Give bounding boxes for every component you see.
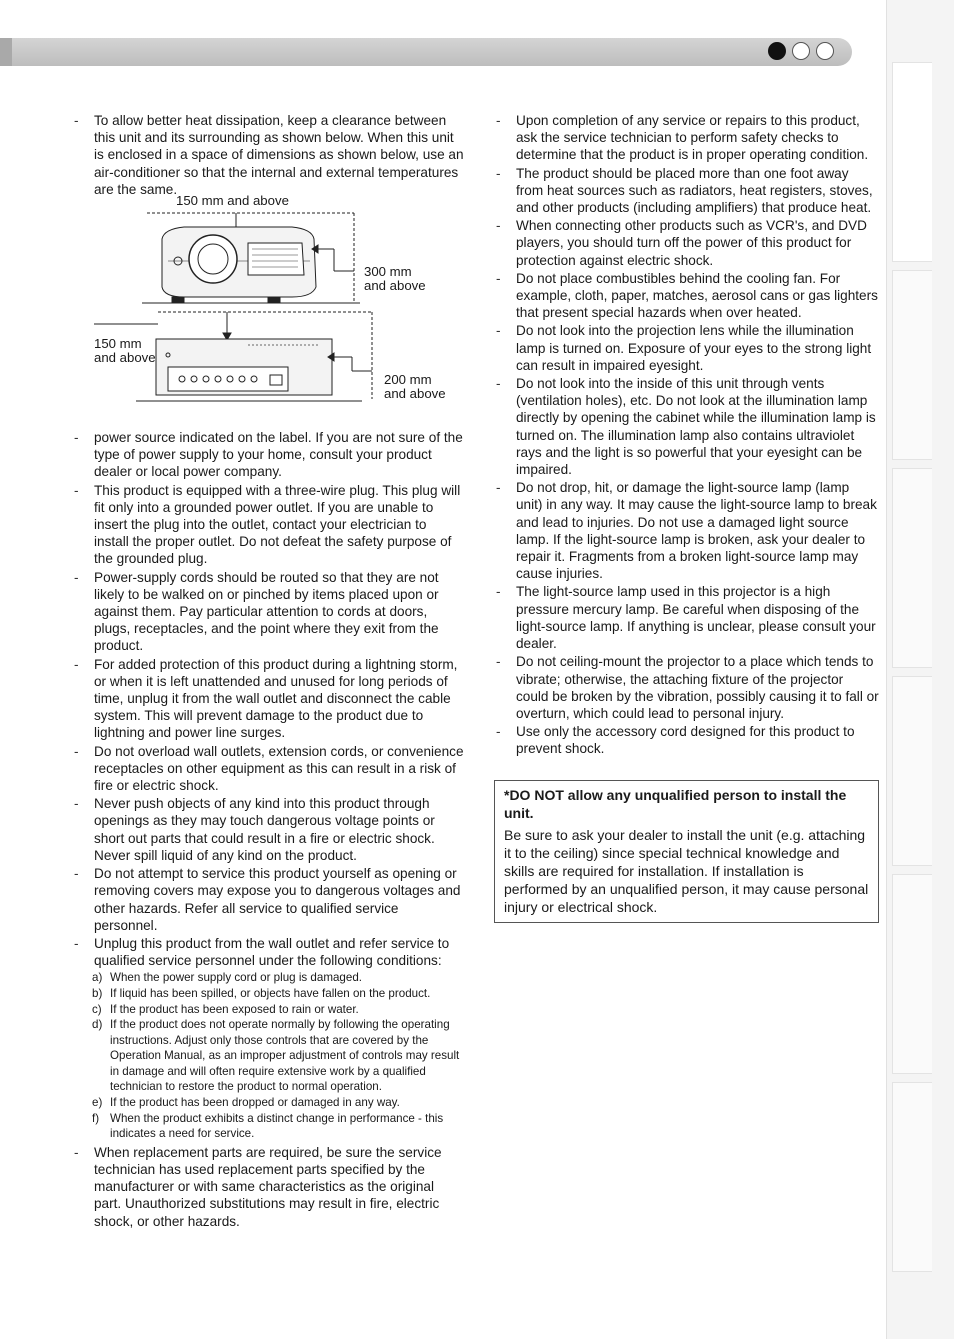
- bullet-dash: -: [496, 165, 501, 181]
- list-item-text: Do not ceiling-mount the projector to a place which tends to vibrate; otherwise, the attaching fixture of the projector could be broken by the vibration, possibly causing it to fall or overturn, which could lead to personal injury.: [516, 654, 879, 721]
- side-index-tab: [892, 1082, 932, 1272]
- list-item-text: This product is equipped with a three-wire plug. This plug will fit only into a grounded power outlet. If you are unable to insert the plug into the outlet, contact your electrician to install the proper outlet. Do not defeat the safety purpose of the grounded plug.: [94, 482, 461, 567]
- list-item: [72, 743, 464, 795]
- condition-letter: a): [92, 971, 103, 985]
- list-item-text: Power-supply cords should be routed so that they are not likely to be walked on or pinched by items placed upon or against them. Pay particular attention to cords at doors, plugs, receptacles, and the point where they exit from the product.: [94, 569, 439, 654]
- bullet-dash: -: [74, 935, 79, 951]
- list-item: [72, 656, 464, 742]
- side-index-tab: [892, 62, 932, 262]
- condition-item: [72, 986, 464, 1002]
- bullet-dash: -: [74, 656, 79, 672]
- condition-text: If the product does not operate normally by following the operating instructions. Adjust only those controls that are covered by the Operation Manual, as an improper adjustment of controls may result in damage and will often require extensive work by a qualified technician to restore the product to normal operation.: [110, 1018, 460, 1094]
- list-item: [72, 865, 464, 934]
- list-item-text: Use only the accessory cord designed for this product to prevent shock.: [516, 724, 855, 757]
- list-item: [72, 1144, 464, 1230]
- list-item: [72, 569, 464, 655]
- list-item-text: The product should be placed more than one foot away from heat sources such as radiators, heat registers, stoves, and other products (including amplifiers) that produce heat.: [516, 165, 873, 216]
- condition-text: If liquid has been spilled, or objects have fallen on the product.: [110, 986, 431, 1000]
- bullet-dash: -: [74, 569, 79, 585]
- list-item-text: For added protection of this product during a lightning storm, or when it is left unattended and unused for long periods of time, unplug it from the wall outlet and disconnect the cable system. This will prevent damage to the product due to lightning and power line surges.: [94, 656, 458, 741]
- side-index-tab: [892, 874, 932, 1074]
- condition-text: If the product has been exposed to rain or water.: [110, 1002, 359, 1016]
- list-item-text: To allow better heat dissipation, keep a clearance between this unit and its surrounding as shown below. When this unit is enclosed in a space of dimensions as shown below, use an air-conditioner so that the internal and external temperatures are the same.: [94, 113, 464, 197]
- rear-top-clearance-label-2: and above: [94, 350, 156, 366]
- page-dot-empty: [816, 42, 834, 60]
- list-item: [494, 723, 879, 757]
- condition-letter: b): [92, 986, 103, 1000]
- rear-side-clearance-label-2: and above: [384, 386, 446, 402]
- list-item: [494, 583, 879, 652]
- bullet-dash: -: [74, 743, 79, 759]
- header-bar: [0, 38, 852, 66]
- list-item: [72, 795, 464, 864]
- condition-letter: c): [92, 1002, 102, 1016]
- side-index-tab: [892, 676, 932, 866]
- service-conditions-list: [72, 970, 464, 1142]
- page-dot-filled: [768, 42, 786, 60]
- list-item: [494, 653, 879, 722]
- clearance-diagram: [72, 193, 464, 427]
- list-item: [494, 375, 879, 478]
- bullet-dash: -: [74, 430, 79, 446]
- list-item-text: Do not overload wall outlets, extension cords, or convenience receptacles on other equipment as this can result in a risk of fire or electric shock.: [94, 743, 464, 794]
- bullet-dash: -: [496, 724, 501, 740]
- condition-text: If the product has been dropped or damaged in any way.: [110, 1096, 400, 1110]
- bullet-dash: -: [496, 270, 501, 286]
- list-item-text: Do not drop, hit, or damage the light-source lamp (lamp unit) in any way. It may cause the light-source lamp to break and lead to injuries. Do not use a damaged light source lamp. If the light-source lamp is broken, ask your dealer to repair it. Fragments from a broken light-source lamp may cause injuries.: [516, 480, 877, 582]
- bullet-dash: -: [74, 1144, 79, 1160]
- condition-item: [72, 1002, 464, 1018]
- bullet-dash: -: [496, 113, 501, 128]
- installation-notice-box: [494, 780, 879, 923]
- side-index-tab: [892, 270, 932, 460]
- condition-text: When the product exhibits a distinct change in performance - this indicates a need for service.: [110, 1111, 444, 1141]
- list-item: [72, 429, 464, 481]
- condition-item: [72, 1111, 464, 1142]
- list-item: [494, 479, 879, 582]
- list-item: [72, 935, 464, 969]
- rear-side-clearance-label: 200 mm: [384, 372, 432, 388]
- notice-title: *DO NOT allow any unqualified person to install the unit.: [504, 786, 847, 821]
- list-item-text: power source indicated on the label. If you are not sure of the type of power supply to your home, consult your product dealer or local power company.: [94, 430, 463, 480]
- condition-item: [72, 1017, 464, 1095]
- list-item: [494, 165, 879, 217]
- list-item-text: Do not attempt to service this product yourself as opening or removing covers may expose you to dangerous voltages and other hazards. Refer all service to qualified service personnel.: [94, 866, 461, 933]
- bullet-dash: -: [496, 584, 501, 600]
- list-item: [72, 482, 464, 568]
- list-item-text: When replacement parts are required, be sure the service technician has used replacement parts specified by the manufacturer or with same characteristics as the original part. Unauthorized substitutions may result in fire, electric shock, or other hazards.: [94, 1144, 442, 1229]
- bullet-dash: -: [496, 323, 501, 339]
- list-item-text: Do not look into the projection lens while the illumination lamp is turned on. Exposure of your eyes to the strong light can result in impaired eyesight.: [516, 323, 872, 373]
- bullet-dash: -: [496, 218, 501, 234]
- list-item: [494, 217, 879, 269]
- bullet-dash: -: [496, 480, 501, 496]
- list-item-text: Never push objects of any kind into this product through openings as they may touch dangerous voltage points or short out parts that could result in a fire or electric shock. Never spill liquid of any kind on the product.: [94, 796, 435, 863]
- right-column: [494, 112, 879, 923]
- condition-letter: d): [92, 1018, 103, 1032]
- rear-top-clearance-label: 150 mm: [94, 336, 142, 352]
- list-item-text: When connecting other products such as VCR's, and DVD players, you should turn off the power of this product for protection against electric shock.: [516, 218, 867, 268]
- left-column: [72, 112, 464, 1231]
- condition-item: [72, 1095, 464, 1111]
- list-item-text: The light-source lamp used in this projector is a high pressure mercury lamp. Be careful when disposing of the light-source lamp. If anything is unclear, please consult your dealer.: [516, 584, 876, 652]
- page-indicator-dots: [768, 42, 834, 62]
- condition-item: [72, 970, 464, 986]
- list-item: [494, 322, 879, 374]
- bullet-dash: -: [496, 654, 501, 670]
- side-index-tab: [892, 468, 932, 668]
- header-bar-edge: [0, 38, 12, 66]
- top-clearance-label: 150 mm and above: [176, 193, 289, 209]
- list-item: [72, 112, 464, 198]
- bullet-dash: -: [496, 376, 501, 392]
- list-item-text: Upon completion of any service or repairs to this product, ask the service technician to perform safety checks to determine that the product is in proper operating condition.: [516, 113, 869, 163]
- side-clearance-label-2: and above: [364, 278, 426, 294]
- list-item-text: Do not look into the inside of this unit through vents (ventilation holes), etc. Do not look at the illumination lamp directly by opening the cabinet while the illumination lamp is turned on. The illumination lamp also contains ultraviolet rays and the light is so powerful that your eyesight can be impaired.: [516, 376, 876, 478]
- bullet-dash: -: [74, 482, 79, 498]
- list-item: [494, 112, 879, 164]
- notice-body: Be sure to ask your dealer to install the unit (e.g. attaching it to the ceiling) since special technical knowledge and skills are required for installation. If installation is performed by an unqualified person, it may cause personal injury or electrical shock.: [504, 826, 869, 915]
- list-item: [494, 270, 879, 322]
- condition-text: When the power supply cord or plug is damaged.: [110, 971, 362, 985]
- condition-letter: e): [92, 1096, 103, 1110]
- list-item-text: Unplug this product from the wall outlet and refer service to qualified service personnel under the following conditions:: [94, 935, 450, 969]
- condition-letter: f): [92, 1111, 100, 1125]
- bullet-dash: -: [74, 796, 79, 812]
- side-clearance-label: 300 mm: [364, 264, 412, 280]
- bullet-dash: -: [74, 113, 79, 128]
- bullet-dash: -: [74, 866, 79, 882]
- page-dot-empty: [792, 42, 810, 60]
- list-item-text: Do not place combustibles behind the cooling fan. For example, cloth, paper, matches, aerosol cans or gas lighters that present special hazards when over heated.: [516, 270, 878, 321]
